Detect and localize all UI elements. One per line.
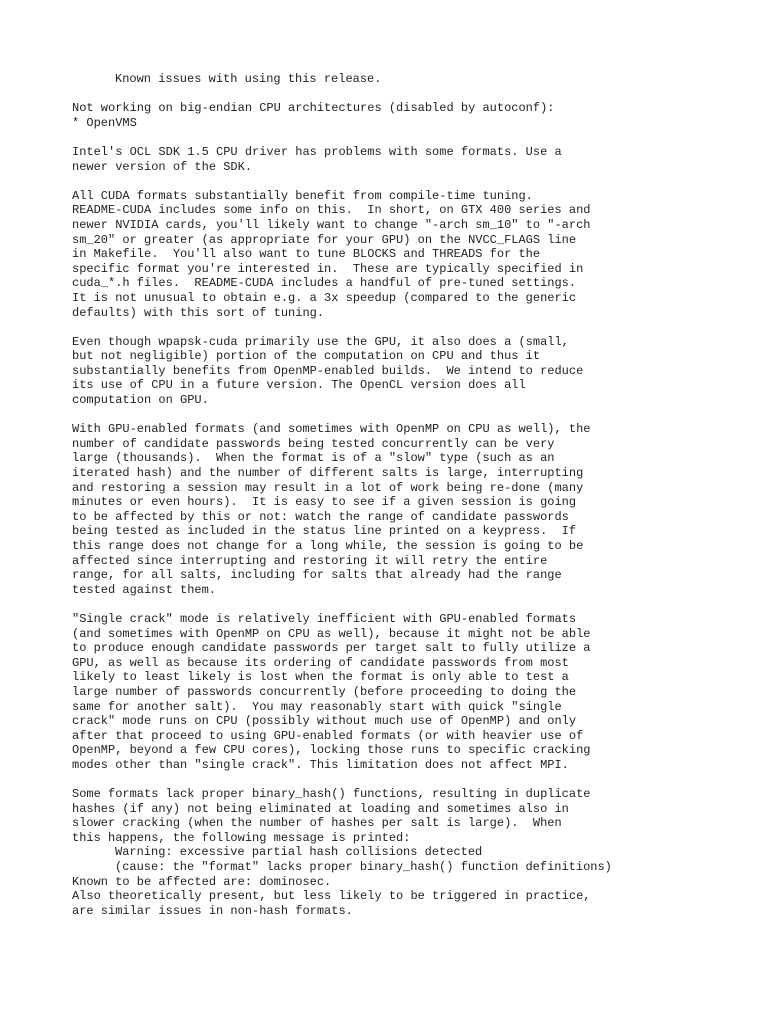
- text-line: likely to least likely is lost when the format is only able to test a: [72, 670, 569, 685]
- text-line: are similar issues in non-hash formats.: [72, 903, 353, 918]
- warning-message-line: Warning: excessive partial hash collisions detected: [115, 845, 483, 860]
- text-line: Intel's OCL SDK 1.5 CPU driver has problems with some formats. Use a: [72, 144, 562, 159]
- paragraph-spacer: [72, 773, 752, 788]
- text-line: large number of passwords concurrently (before proceeding to doing the: [72, 684, 577, 699]
- text-line: range, for all salts, including for salts that already had the range: [72, 568, 562, 583]
- text-line: crack" mode runs on CPU (possibly without much use of OpenMP) and only: [72, 714, 577, 729]
- text-line: Even though wpapsk-cuda primarily use the GPU, it also does a (small,: [72, 334, 569, 349]
- warning-message-line: (cause: the "format" lacks proper binary_hash() function definitions): [115, 860, 612, 875]
- text-line: to be affected by this or not: watch the range of candidate passwords: [72, 509, 569, 524]
- text-line: newer version of the SDK.: [72, 159, 253, 174]
- text-line: Not working on big-endian CPU architectures (disabled by autoconf):: [72, 101, 555, 116]
- document-body: [72, 72, 752, 918]
- text-line: in Makefile. You'll also want to tune BLOCKS and THREADS for the: [72, 247, 541, 262]
- text-line: computation on GPU.: [72, 393, 209, 408]
- text-line: OpenMP, beyond a few CPU cores), locking those runs to specific cracking: [72, 743, 591, 758]
- text-line: and restoring a session may result in a lot of work being re-done (many: [72, 480, 584, 495]
- text-line: specific format you're interested in. These are typically specified in: [72, 261, 584, 276]
- paragraph-spacer: [72, 87, 752, 102]
- text-line: slower cracking (when the number of hashes per salt is large). When: [72, 816, 562, 831]
- text-line: affected since interrupting and restoring it will retry the entire: [72, 553, 548, 568]
- text-line: this range does not change for a long while, the session is going to be: [72, 539, 584, 553]
- paragraph-spacer: [72, 130, 752, 145]
- text-line: Some formats lack proper binary_hash() functions, resulting in duplicate: [72, 787, 591, 802]
- text-line: It is not unusual to obtain e.g. a 3x speedup (compared to the generic: [72, 290, 577, 305]
- text-line: sm_20" or greater (as appropriate for your GPU) on the NVCC_FLAGS line: [72, 232, 577, 247]
- text-line: cuda_*.h files. README-CUDA includes a handful of pre-tuned settings.: [72, 276, 577, 291]
- document-heading: Known issues with using this release.: [115, 72, 382, 86]
- text-line: Also theoretically present, but less likely to be triggered in practice,: [72, 889, 591, 904]
- text-line: modes other than "single crack". This limitation does not affect MPI.: [72, 757, 569, 772]
- paragraph-spacer: [72, 408, 752, 423]
- text-line: "Single crack" mode is relatively inefficient with GPU-enabled formats: [72, 611, 577, 626]
- text-line: All CUDA formats substantially benefit from compile-time tuning.: [72, 188, 533, 203]
- text-line: iterated hash) and the number of different salts is large, interrupting: [72, 466, 584, 481]
- text-line: Known to be affected are: dominosec.: [72, 874, 332, 889]
- text-line: tested against them.: [72, 582, 217, 597]
- paragraph-spacer: [72, 597, 752, 612]
- text-line: but not negligible) portion of the computation on CPU and thus it: [72, 349, 541, 364]
- text-line: same for another salt). You may reasonably start with quick "single: [72, 699, 562, 714]
- text-line: * OpenVMS: [72, 115, 137, 130]
- text-line: after that proceed to using GPU-enabled formats (or with heavier use of: [72, 728, 584, 743]
- text-line: newer NVIDIA cards, you'll likely want to change "-arch sm_10" to "-arch: [72, 217, 591, 232]
- text-line: large (thousands). When the format is of a "slow" type (such as an: [72, 451, 555, 466]
- text-line: to produce enough candidate passwords per target salt to fully utilize a: [72, 641, 591, 656]
- text-line: (and sometimes with OpenMP on CPU as well), because it might not be able: [72, 626, 591, 641]
- text-line: this happens, the following message is printed:: [72, 830, 411, 845]
- text-line: its use of CPU in a future version. The OpenCL version does all: [72, 378, 526, 393]
- text-line: README-CUDA includes some info on this. In short, on GTX 400 series and: [72, 203, 591, 218]
- text-line: GPU, as well as because its ordering of candidate passwords from most: [72, 655, 569, 670]
- text-line: hashes (if any) not being eliminated at loading and sometimes also in: [72, 801, 569, 816]
- text-line: number of candidate passwords being tested concurrently can be very: [72, 436, 555, 451]
- paragraph-spacer: [72, 174, 752, 189]
- text-line: minutes or even hours). It is easy to see if a given session is going: [72, 495, 577, 510]
- text-line: substantially benefits from OpenMP-enabled builds. We intend to reduce: [72, 363, 584, 378]
- text-line: defaults) with this sort of tuning.: [72, 305, 325, 320]
- text-line: With GPU-enabled formats (and sometimes with OpenMP on CPU as well), the: [72, 422, 591, 437]
- text-line: being tested as included in the status line printed on a keypress. If: [72, 524, 577, 539]
- paragraph-spacer: [72, 320, 752, 335]
